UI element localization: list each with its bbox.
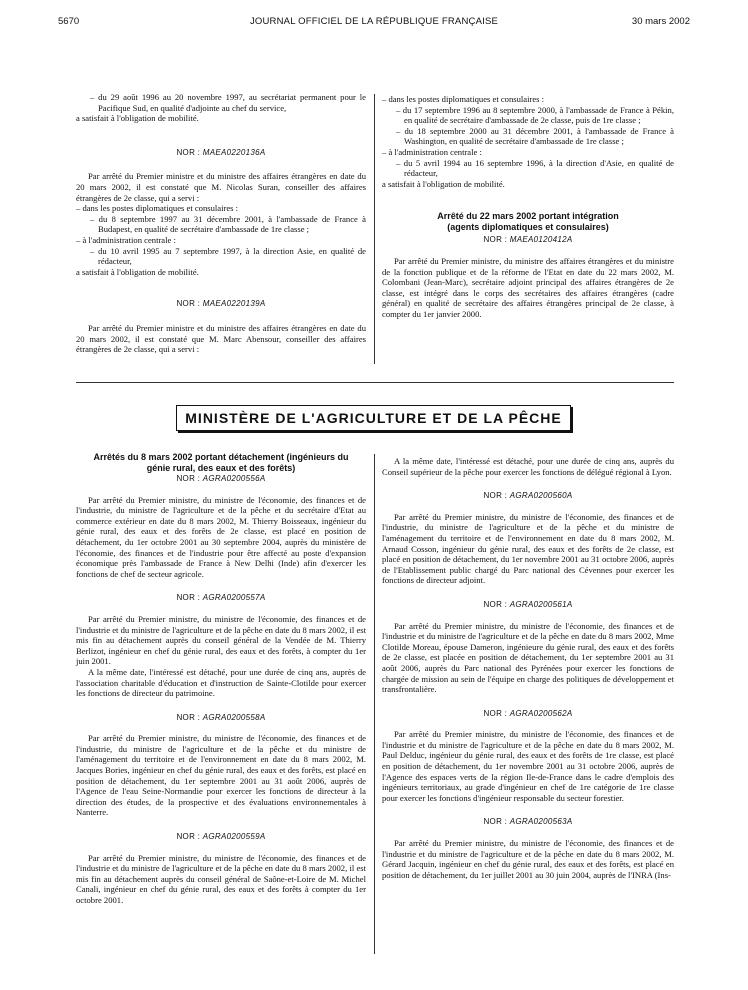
paragraph: Par arrêté du Premier ministre, du ministre de l'économie, des finances et de l'industrie, du ministre de l'agriculture et de la pêche et du ministre de l'aménagement du territoire et de l'environnement en date du 8 mars 2002, M. Arnaud Cosson, ingénieur du génie rural, des eaux et des forêts de 2e classe, est placé en position de détachement, du 1er novembre 2001 au 31 octobre 2006, auprès de l'Etablissement public chargé du Parc national des Cévennes pour exercer les fonctions de directeur adjoint.	[382, 511, 674, 586]
nor-reference: NOR : AGRA0200557A	[176, 593, 266, 603]
list-item: – à l'administration centrale :	[76, 234, 176, 245]
page-header	[58, 16, 690, 30]
page-number: 5670	[58, 16, 80, 27]
list-item: – dans les postes diplomatiques et consulaires :	[382, 94, 545, 104]
paragraph: A la même date, l'intéressé est détaché, pour une durée de cinq ans, auprès du Conseil supérieur de la pêche pour exercer les fonctions de délégué régional à Lyon.	[382, 456, 674, 477]
top-right-column	[382, 94, 674, 320]
decree-title: Arrêtés du 8 mars 2002 portant détachement (ingénieurs du génie rural, des eaux et des forêts)	[93, 452, 349, 473]
list-item: – du 29 août 1996 au 20 novembre 1997, au secrétariat permanent pour le Pacifique Sud, en qualité d'adjointe au chef du service,	[90, 92, 366, 113]
list-item: – dans les postes diplomatiques et consulaires :	[76, 203, 239, 214]
paragraph: Par arrêté du Premier ministre, du ministre de l'économie, des finances et de l'industrie et du ministre de l'agriculture et de la pêche en date du 8 mars 2002, il est mis fin au détachement auprès du conseil général de Saône-et-Loire de M. Michel Canali, ingénieur en chef du génie rural, des eaux et des forêts à compter du 1er octobre 2001.	[76, 852, 366, 905]
column-divider	[374, 94, 375, 364]
paragraph: Par arrêté du Premier ministre, du ministre des affaires étrangères et du ministre de la fonction publique et de la réforme de l'Etat en date du 22 mars 2002, M. Colombani (Jean-Marc), secrétaire adjoint principal des affaires étrangères de 2e classe, est intégré dans le corps des secrétaires des affaires étrangères (cadre général) en qualité de secrétaire des affaires étrangères principal de 2e classe, à compter du 1er janvier 2000.	[382, 255, 674, 319]
list-item: – du 10 avril 1995 au 7 septembre 1997, à la direction Asie, en qualité de rédacteur,	[90, 245, 366, 267]
nor-reference: NOR : AGRA0200559A	[176, 832, 266, 842]
nor-reference: NOR : AGRA0200561A	[483, 599, 573, 609]
paragraph: Par arrêté du Premier ministre, du ministre de l'économie, des finances et de l'industrie, du ministre de l'agriculture et de la pêche et du secrétaire d'Etat au commerce extérieur en date du 8 mars 2002, M. Thierry Boisseaux, ingénieur du génie rural, des eaux et des forêts de 2e classe, est placé en position de détachement, du 1er octobre 2001 au 30 septembre 2004, auprès du ministère de l'économie, des finances et de l'industrie pour être affecté au poste d'expansion économique près l'ambassade de France à New Delhi (Inde) afin d'exercer les fonctions de chef de secteur agricole.	[76, 494, 366, 579]
nor-reference: NOR : AGRA0200556A	[176, 474, 266, 483]
paragraph: Par arrêté du Premier ministre, du ministre de l'économie, des finances et de l'industrie, du ministre de l'agriculture et de la pêche et du ministre de l'aménagement du territoire et de l'environnement en date du 8 mars 2002, M. Jacques Bories, ingénieur en chef du génie rural, des eaux et des forêts, est placé en position de détachement, du 1er septembre 2001 au 31 août 2006, auprès de l'Agence de l'eau Seine-Normandie pour exercer les fonctions de directeur à la direction des études, de la prospective et des évaluations environnementales à Nanterre.	[76, 733, 366, 818]
nor-reference: NOR : MAEA0220139A	[176, 299, 266, 309]
list-item: – du 5 avril 1994 au 16 septembre 1996, à la direction d'Asie, en qualité de rédacteur,	[396, 157, 674, 179]
nor-reference: NOR : AGRA0200563A	[483, 817, 573, 827]
paragraph: a satisfait à l'obligation de mobilité.	[76, 266, 199, 277]
paragraph: Par arrêté du Premier ministre et du ministre des affaires étrangères en date du 20 mars 2002, il est constaté que M. Marc Abensour, conseiller des affaires étrangères de 2e classe, qui a servi :	[76, 322, 366, 355]
column-divider	[374, 454, 375, 954]
paragraph: Par arrêté du Premier ministre et du ministre des affaires étrangères en date du 20 mars 2002, il est constaté que M. Nicolas Suran, conseiller des affaires étrangères de 2e classe, qui a servi :	[76, 171, 366, 203]
paragraph: Par arrêté du Premier ministre, du ministre de l'économie, des finances et de l'industrie et du ministre de l'agriculture et de la pêche en date du 8 mars 2002, Mme Clotilde Moreau, épouse Dameron, ingénieure du génie rural, des eaux et des forêts de 2e classe, est placée en position de détachement, du 1er septembre 2001 au 31 août 2006, auprès du Parc national des Pyrénées pour exercer les fonctions de chargée de mission au sein de l'équipe en charge des politiques de développement et transfrontalière.	[382, 620, 674, 695]
list-item: – du 17 septembre 1996 au 8 septembre 2000, à l'ambassade de France à Pékin, en qualité de secrétaire d'ambassade de 2e classe, puis de 1re classe ;	[396, 104, 674, 126]
paragraph: a satisfait à l'obligation de mobilité.	[76, 113, 199, 124]
nor-reference: NOR : MAEA0120412A	[483, 235, 573, 245]
nor-reference: NOR : MAEA0220136A	[176, 147, 266, 157]
issue-date: 30 mars 2002	[631, 16, 690, 27]
top-left-column	[76, 92, 366, 355]
list-item: – du 18 septembre 2000 au 31 décembre 2001, à l'ambassade de France à Washington, en qualité de secrétaire d'ambassade de 1re classe ;	[396, 125, 674, 147]
list-item: – du 8 septembre 1997 au 31 décembre 2001, à l'ambassade de France à Budapest, en qualité de secrétaire d'ambassade de 1re classe ;	[90, 213, 366, 235]
bottom-left-column	[76, 452, 366, 906]
journal-title: JOURNAL OFFICIEL DE LA RÉPUBLIQUE FRANÇAISE	[249, 16, 499, 27]
paragraph: A la même date, l'intéressé est détaché, pour une durée de cinq ans, auprès de l'association charitable d'éducation et d'instruction de Sainte-Clotilde pour exercer les fonctions de directeur du patrimoine.	[76, 666, 366, 699]
decree-title: Arrêté du 22 mars 2002 portant intégration (agents diplomatiques et consulaires)	[437, 211, 619, 232]
list-item: – à l'administration centrale :	[382, 146, 482, 157]
bottom-right-column	[382, 456, 674, 880]
nor-reference: NOR : AGRA0200562A	[483, 708, 573, 718]
ministry-heading: MINISTÈRE DE L'AGRICULTURE ET DE LA PÊCHE	[176, 405, 571, 431]
paragraph: Par arrêté du Premier ministre, du ministre de l'économie, des finances et de l'industrie et du ministre de l'agriculture et de la pêche en date du 8 mars 2002, il est mis fin au détachement auprès du conseil général de la Vendée de M. Thierry Berlizot, ingénieur en chef du génie rural, des eaux et des forêts, à compter du 1er juin 2001.	[76, 613, 366, 667]
paragraph: Par arrêté du Premier ministre, du ministre de l'économie, des finances et de l'industrie et du ministre de l'agriculture et de la pêche en date du 8 mars 2002, M. Gérard Jacquin, ingénieur en chef du génie rural, des eaux et des forêts, est placé en position de détachement, du 1er juillet 2001 au 30 juin 2004, auprès de l'INRA (Ins-	[382, 838, 674, 880]
paragraph: Par arrêté du Premier ministre, du ministre de l'économie, des finances et de l'industrie et du ministre de l'agriculture et de la pêche en date du 8 mars 2002, M. Paul Delduc, ingénieur du génie rural, des eaux et des forêts de 1re classe, est placé en position de détachement, du 1er novembre 2001 au 31 octobre 2006, auprès de l'Agence des espaces verts de la région Ile-de-France dans le cadre d'emplois des ingénieurs territoriaux, au grade d'ingénieur en chef de 1re catégorie de 1re classe pour exercer les fonctions d'ingénieur responsable du secteur forestier.	[382, 729, 674, 803]
nor-reference: NOR : AGRA0200558A	[176, 712, 266, 722]
paragraph: a satisfait à l'obligation de mobilité.	[382, 178, 505, 189]
section-rule	[76, 382, 674, 383]
nor-reference: NOR : AGRA0200560A	[483, 491, 573, 501]
